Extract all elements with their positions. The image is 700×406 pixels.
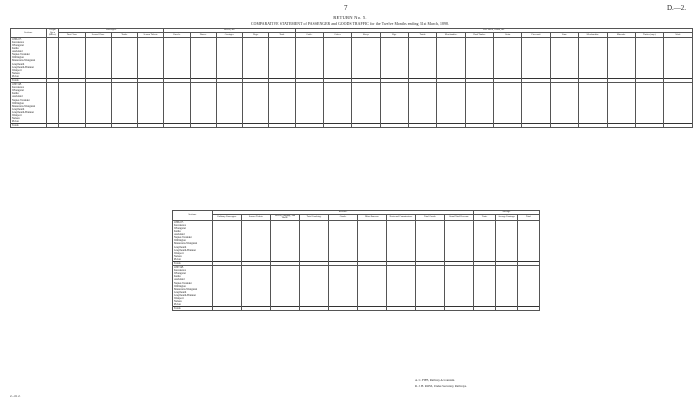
section-name: Auckland (11, 95, 47, 98)
col-header: Firewood. (522, 33, 550, 37)
section-name: Manawatu-Wanganui (11, 59, 47, 62)
group-header-parcels: Parcels, &c. (164, 29, 295, 33)
cell (164, 124, 190, 128)
year-label: 1897-98. (173, 266, 213, 270)
cell (387, 307, 416, 311)
col-header: Rents and Commissions. (387, 214, 416, 220)
col-header: Horses. (190, 33, 216, 37)
page-footer: 2—D. 2. (10, 394, 21, 398)
section-name: Kawakawa (173, 269, 213, 272)
cell (295, 124, 323, 128)
cell (522, 124, 550, 128)
col-header: Train. (474, 214, 496, 220)
col-header: Grand Total Revenue. (445, 214, 474, 220)
col-header: Grain. (494, 33, 522, 37)
col-header: Average Earnings. (496, 214, 518, 220)
section-name: Picton (11, 75, 47, 79)
section-name: Westport (173, 297, 213, 300)
col-header: Cattle. (295, 33, 323, 37)
section-name: Kaihu (173, 275, 213, 278)
col-header: Hard Timber. (465, 33, 493, 37)
cell (85, 124, 111, 128)
col-header: Length Open (Miles). (46, 29, 59, 38)
totals-row (11, 124, 693, 128)
col-header: Sections. (11, 29, 47, 38)
section-name: Greymouth (173, 246, 213, 249)
page-subtitle: COMPARATIVE STATEMENT of PASSENGER and GOODS TRAFFIC for the Twelve Months ending 31st March, 1898. (250, 22, 450, 26)
page-title: RETURN No. 5. (333, 15, 367, 20)
section-name: Manawatu-Wanganui (173, 288, 213, 291)
section-name: Manawatu-Wanganui (11, 105, 47, 108)
section-name: Whangarei (173, 227, 213, 230)
group-header-revenue: Revenue. (213, 211, 474, 215)
section-name: Picton (11, 120, 47, 124)
group-header-passengers: Passengers. (59, 29, 164, 33)
section-name: Napier-Taranaki (11, 53, 47, 56)
cell (352, 124, 380, 128)
section-name: Greymouth-Brunner (11, 66, 47, 69)
section-name: Greymouth-Brunner (173, 249, 213, 252)
cell (329, 307, 358, 311)
cell (300, 307, 329, 311)
page-number: 7 (344, 4, 348, 12)
col-header: Totals. (111, 33, 137, 37)
col-header: Miscellaneous. (358, 214, 387, 220)
cell (550, 124, 578, 128)
cell (416, 307, 445, 311)
col-header: Parcels, Luggage, and Mails. (271, 214, 300, 220)
section-name: Napier-Taranaki (173, 236, 213, 239)
col-header: Total. (518, 214, 540, 220)
cell (664, 124, 693, 128)
section-name: Wellington (11, 102, 47, 105)
col-header: Total Coaching. (300, 214, 329, 220)
cell (243, 124, 269, 128)
section-name: Napier-Taranaki (11, 99, 47, 102)
cell (271, 307, 300, 311)
section-name: Kawakawa (11, 86, 47, 89)
col-header: Carriages. (216, 33, 242, 37)
document-ref: D.—2. (666, 4, 686, 12)
section-name: Kawakawa (173, 224, 213, 227)
cell (496, 307, 518, 311)
section-name: Nelson (173, 300, 213, 303)
cell (635, 124, 663, 128)
section-name: Kaihu (11, 92, 47, 95)
col-header: Total Goods. (416, 214, 445, 220)
section-name: Kawakawa (11, 41, 47, 44)
section-name: Whangarei (173, 272, 213, 275)
cell (380, 124, 408, 128)
col-header: Dogs. (243, 33, 269, 37)
col-header: Timber (sup.). (635, 33, 663, 37)
section-name: Nelson (11, 72, 47, 75)
col-header: First Class. (59, 33, 85, 37)
section-name: Napier-Taranaki (173, 282, 213, 285)
col-header: Ordinary Passengers. (213, 214, 242, 220)
col-header: Calves. (323, 33, 351, 37)
col-header: Sections. (173, 211, 213, 221)
col-header: Lime. (550, 33, 578, 37)
section-name: Westport (173, 252, 213, 255)
cell (269, 124, 295, 128)
section-name: Auckland (173, 278, 213, 281)
col-header: Season Tickets. (242, 214, 271, 220)
cell (358, 307, 387, 311)
section-name: Wellington (173, 285, 213, 288)
group-header-goods: Live Stock, Goods, &c. (295, 29, 692, 33)
section-name: Nelson (173, 255, 213, 258)
totals-label: Totals (11, 79, 47, 83)
col-header: Season Tickets. (138, 33, 164, 37)
col-header: Wool. (664, 33, 693, 37)
signature-accountant: A. C. FIFE, Railway Accountant. (415, 378, 455, 382)
totals-label: Totals (173, 262, 213, 266)
col-header: Goods. (329, 214, 358, 220)
col-header: Total. (269, 33, 295, 37)
section-name: Manawatu-Wanganui (173, 242, 213, 245)
section-name: Westport (11, 69, 47, 72)
year-label: 1897-98. (11, 83, 47, 87)
section-name: Greymouth (11, 63, 47, 66)
traffic-table (10, 28, 693, 128)
section-name: Auckland (11, 50, 47, 53)
section-name: Picton (173, 258, 213, 262)
cell (437, 124, 465, 128)
col-header: Merchandise. (437, 33, 465, 37)
col-header: Parcels. (164, 33, 190, 37)
col-header: Sheep. (352, 33, 380, 37)
section-name: Whangarei (11, 89, 47, 92)
revenue-table (172, 210, 540, 311)
group-header-mileage: Mileage. (474, 211, 540, 215)
section-name: Kaihu (173, 230, 213, 233)
section-name: Greymouth (173, 291, 213, 294)
col-header: Minerals. (607, 33, 635, 37)
section-name: Greymouth (11, 108, 47, 111)
section-name: Westport (11, 114, 47, 117)
section-name: Greymouth-Brunner (11, 111, 47, 114)
cell (518, 307, 540, 311)
year-label: 1896-97. (173, 220, 213, 224)
col-header: Totals. (409, 33, 437, 37)
col-header: Merchandise. (579, 33, 607, 37)
cell (138, 124, 164, 128)
totals-row (173, 307, 540, 311)
cell (445, 307, 474, 311)
section-name: Nelson (11, 117, 47, 120)
totals-label: Totals (11, 124, 47, 128)
signature-under-secretary: R. J. H. ROSS, Under-Secretary, Railways. (415, 384, 467, 388)
cell (59, 124, 85, 128)
col-header: Second Class. (85, 33, 111, 37)
cell (216, 124, 242, 128)
cell (111, 124, 137, 128)
totals-label: Totals (173, 307, 213, 311)
cell (465, 124, 493, 128)
cell (409, 124, 437, 128)
cell (579, 124, 607, 128)
cell (607, 124, 635, 128)
section-name: Greymouth-Brunner (173, 294, 213, 297)
section-name: Whangarei (11, 44, 47, 47)
cell (190, 124, 216, 128)
cell (242, 307, 271, 311)
cell (213, 307, 242, 311)
section-name: Kaihu (11, 47, 47, 50)
cell (494, 124, 522, 128)
col-header: Pigs. (380, 33, 408, 37)
year-label: 1896-97. (11, 37, 47, 41)
cell (474, 307, 496, 311)
section-name: Wellington (11, 56, 47, 59)
cell (323, 124, 351, 128)
section-name: Auckland (173, 233, 213, 236)
section-name: Wellington (173, 239, 213, 242)
section-name: Picton (173, 303, 213, 307)
cell (46, 124, 59, 128)
